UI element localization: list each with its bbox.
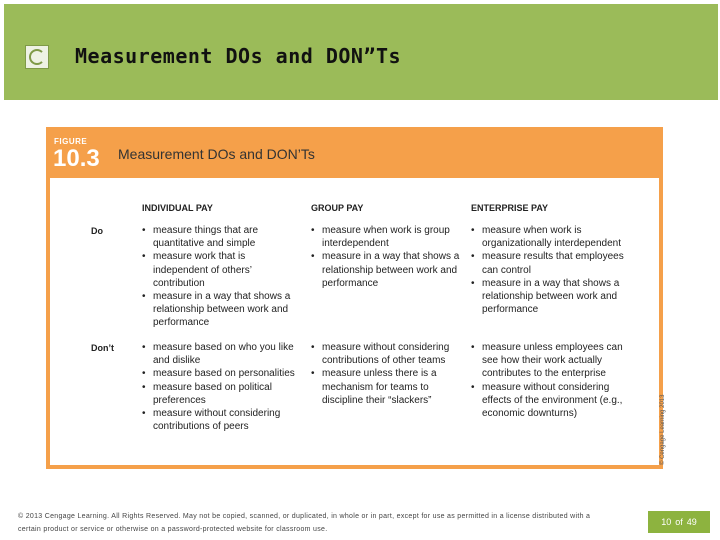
bullet-item	[142, 367, 302, 380]
bullet-icon: •	[471, 225, 475, 236]
page-of: of	[675, 517, 683, 527]
bullet-icon: •	[471, 342, 475, 353]
cell-do-group-pay	[311, 224, 463, 290]
figure-credit: © Cengage Learning 2013	[660, 394, 666, 465]
bullet-item	[142, 407, 302, 433]
bullet-icon: •	[142, 225, 146, 236]
bullet-item	[311, 224, 463, 250]
bullet-item	[471, 250, 636, 276]
bullet-text: measure without considering effects of the environment (e.g., economic downturns)	[482, 381, 623, 420]
bullet-icon: •	[142, 408, 146, 420]
bullet-text: measure unless there is a mechanism for teams to discipline their “slackers”	[322, 368, 437, 406]
bullet-icon: •	[142, 368, 146, 380]
column-header-group-pay: GROUP PAY	[311, 203, 364, 213]
bullet-icon: •	[142, 342, 146, 353]
row-label-do: Do	[91, 226, 103, 236]
circle-logo-icon	[25, 45, 49, 69]
bullet-text: measure without considering contributions of other teams	[322, 342, 450, 367]
cell-dont-individual-pay	[142, 341, 302, 433]
bullet-icon: •	[142, 381, 146, 393]
bullet-item	[311, 367, 463, 407]
bullet-icon: •	[471, 277, 475, 289]
bullet-icon: •	[471, 251, 475, 263]
column-header-enterprise-pay: ENTERPRISE PAY	[471, 203, 549, 213]
page-total: 49	[686, 517, 697, 527]
bullet-text: measure based on who you like and dislike	[153, 342, 294, 367]
bullet-item	[142, 341, 302, 367]
bullet-item	[142, 290, 302, 330]
bullet-text: measure things that are quantitative and simple	[153, 225, 259, 250]
bullet-text: measure without considering contributions of peers	[153, 408, 281, 433]
page-current: 10	[661, 517, 672, 527]
page-counter	[648, 511, 710, 533]
slide-title: Measurement DOs and DON”Ts	[75, 44, 402, 68]
bullet-text: measure unless employees can see how their work actually contributes to the enterprise	[482, 342, 623, 380]
bullet-text: measure work that is independent of others’ contribution	[153, 251, 252, 289]
bullet-item	[142, 224, 302, 250]
bullet-text: measure in a way that shows a relationship between work and performance	[482, 277, 620, 316]
figure-frame	[46, 127, 663, 469]
cell-dont-group-pay	[311, 341, 463, 407]
bullet-text: measure results that employees can control	[482, 251, 624, 276]
figure-title: Measurement DOs and DON’Ts	[118, 146, 315, 162]
copyright-notice: © 2013 Cengage Learning. All Rights Reserved. May not be copied, scanned, or duplicated, in whole or in part, except for use as permitted in a license distributed with a certain product or service or otherwise on a password-protected website for classroom use.	[18, 513, 591, 533]
bullet-icon: •	[311, 342, 315, 353]
bullet-icon: •	[471, 381, 475, 393]
bullet-text: measure based on personalities	[153, 368, 295, 380]
bullet-icon: •	[311, 251, 315, 263]
bullet-item	[471, 381, 636, 421]
cell-do-individual-pay	[142, 224, 302, 330]
figure-number: 10.3	[53, 145, 100, 172]
figure-header	[46, 127, 663, 178]
bullet-text: measure in a way that shows a relationship between work and performance	[153, 291, 291, 329]
title-band	[0, 0, 720, 104]
bullet-item	[471, 341, 636, 381]
bullet-text: measure when work is group interdependent	[322, 225, 450, 250]
bullet-icon: •	[311, 368, 315, 380]
figure-table	[50, 178, 659, 465]
bullet-text: measure when work is organizationally interdependent	[482, 225, 621, 250]
bullet-item	[471, 277, 636, 317]
bullet-item	[142, 381, 302, 407]
bullet-item	[311, 250, 463, 290]
column-header-individual-pay: INDIVIDUAL PAY	[142, 203, 213, 213]
bullet-item	[311, 341, 463, 367]
bullet-text: measure based on political preferences	[153, 381, 272, 406]
bullet-icon: •	[142, 291, 146, 303]
bullet-icon: •	[142, 251, 146, 263]
bullet-item	[471, 224, 636, 250]
cell-dont-enterprise-pay	[471, 341, 636, 420]
figure-label: FIGURE	[54, 137, 88, 146]
cell-do-enterprise-pay	[471, 224, 636, 316]
bullet-icon: •	[311, 225, 315, 236]
bullet-item	[142, 250, 302, 290]
bullet-text: measure in a way that shows a relationship between work and performance	[322, 251, 460, 289]
row-label-dont: Don’t	[91, 343, 114, 353]
